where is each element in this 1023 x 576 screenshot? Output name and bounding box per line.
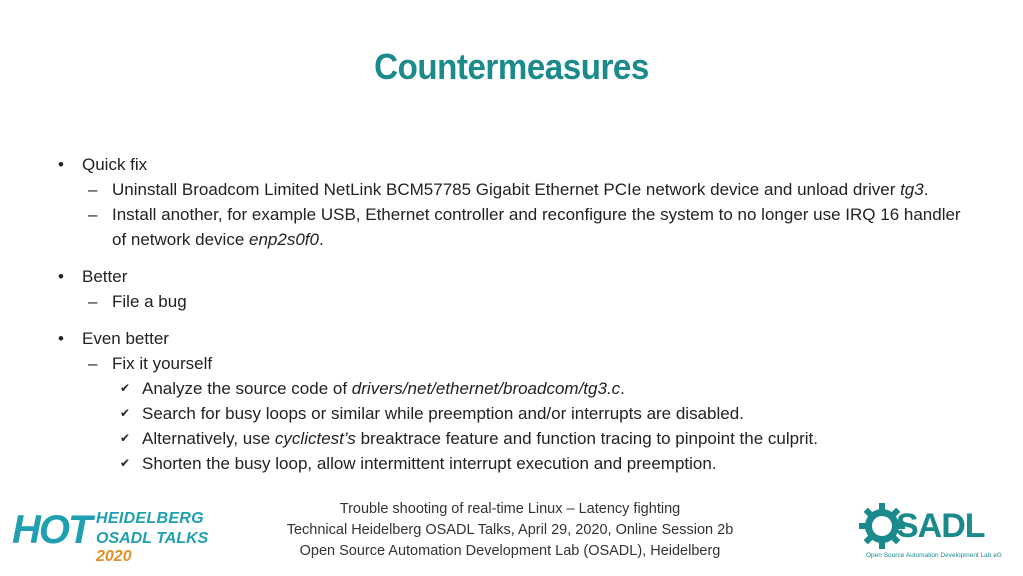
dash-icon: – bbox=[88, 180, 98, 199]
dash-icon: – bbox=[88, 354, 98, 373]
hot-logo-line1: HEIDELBERG bbox=[96, 510, 204, 527]
checkmark-icon: ✔ bbox=[120, 431, 131, 445]
checkmark-icon: ✔ bbox=[120, 406, 131, 420]
osadl-logo bbox=[858, 498, 1018, 568]
osadl-logo-word: SADL bbox=[896, 507, 985, 545]
bullet-icon: • bbox=[58, 155, 64, 174]
punctuation: . bbox=[318, 230, 324, 249]
dash-icon: – bbox=[88, 292, 98, 311]
bullet-icon: • bbox=[58, 267, 64, 286]
check-text: Search for busy loops or similar while preemption and/or interrupts are disabled. bbox=[142, 404, 744, 423]
bullet-item-quick-fix bbox=[58, 152, 998, 177]
sub-item-text: Install another, for example USB, Ethernet controller and reconfigure the system to no longer use IRQ 16 handler bbox=[112, 205, 961, 224]
sub-item-fix-yourself bbox=[58, 351, 998, 376]
bullet-item-better bbox=[58, 264, 998, 289]
sub-item-install-another bbox=[58, 202, 998, 252]
sub-item-text-cont: of network device bbox=[112, 230, 250, 249]
punctuation: . bbox=[923, 180, 929, 199]
hot-logo-line2 bbox=[96, 530, 232, 566]
check-item-analyze bbox=[58, 376, 998, 401]
tool-name: cyclictest’s bbox=[274, 429, 356, 448]
hot-heidelberg-logo bbox=[12, 508, 232, 565]
footer-line-3: Open Source Automation Development Lab (OSADL), Heidelberg bbox=[299, 543, 721, 559]
slide-title: Countermeasures bbox=[374, 46, 649, 87]
footer-line-2: Technical Heidelberg OSADL Talks, April 29, 2020, Online Session 2b bbox=[286, 522, 734, 538]
bullet-label: Quick fix bbox=[82, 155, 148, 174]
sub-item-text: File a bug bbox=[112, 292, 187, 311]
footer-line-1: Trouble shooting of real-time Linux – Latency fighting bbox=[339, 501, 681, 517]
dash-icon: – bbox=[88, 205, 98, 224]
check-item-shorten bbox=[58, 451, 998, 476]
hot-logo-word: HOT bbox=[12, 508, 91, 552]
device-name: enp2s0f0 bbox=[249, 230, 319, 249]
sub-item-uninstall bbox=[58, 177, 998, 202]
check-text: Shorten the busy loop, allow intermittent interrupt execution and preemption. bbox=[142, 454, 717, 473]
driver-name: tg3 bbox=[900, 180, 924, 199]
check-item-alternatively bbox=[58, 426, 998, 451]
checkmark-icon: ✔ bbox=[120, 456, 131, 470]
sub-item-file-bug bbox=[58, 289, 998, 314]
bullet-label: Even better bbox=[82, 329, 169, 348]
check-item-search bbox=[58, 401, 998, 426]
footer-text bbox=[250, 499, 770, 562]
sub-item-text: Fix it yourself bbox=[112, 354, 213, 373]
file-path: drivers/net/ethernet/broadcom/tg3.c bbox=[351, 379, 621, 398]
bullet-label: Better bbox=[82, 267, 128, 286]
check-text: Analyze the source code of bbox=[142, 379, 352, 398]
osadl-logo-subtitle: Open Source Automation Development Lab eG bbox=[866, 552, 1002, 559]
sub-item-text: Uninstall Broadcom Limited NetLink BCM57785 Gigabit Ethernet PCIe network device and unload driver bbox=[112, 180, 901, 199]
checkmark-icon: ✔ bbox=[120, 381, 131, 395]
hot-logo-talks: OSADL TALKS bbox=[96, 530, 209, 547]
check-text: Alternatively, use bbox=[142, 429, 275, 448]
punctuation: . bbox=[620, 379, 625, 398]
bullet-icon: • bbox=[58, 329, 64, 348]
slide-content bbox=[58, 152, 998, 476]
check-text-cont: breaktrace feature and function tracing to pinpoint the culprit. bbox=[355, 429, 818, 448]
hot-logo-year: 2020 bbox=[96, 548, 132, 565]
bullet-item-even-better bbox=[58, 326, 998, 351]
